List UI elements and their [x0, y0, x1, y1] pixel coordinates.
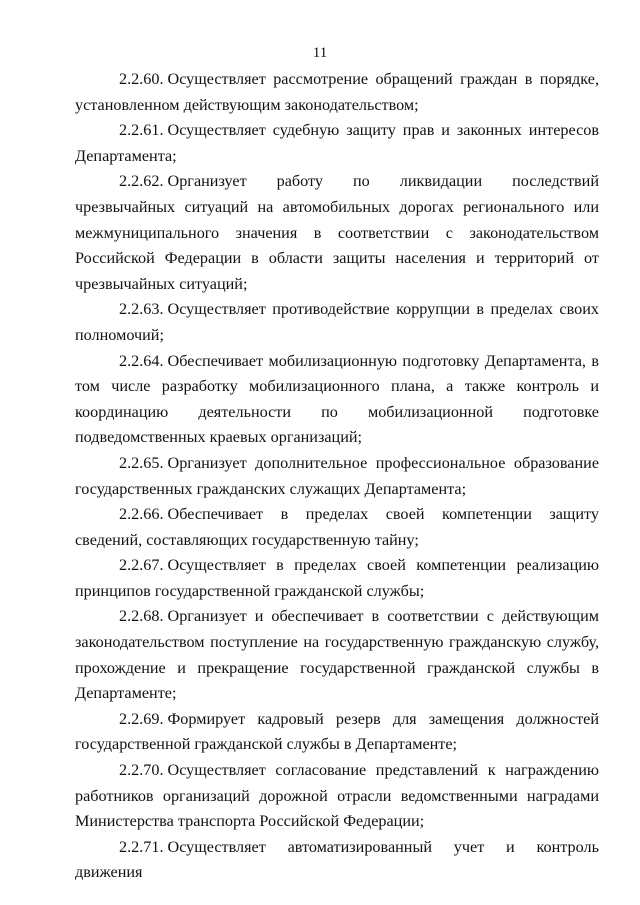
- clause-text: Организует и обеспечивает в соответствии с действующим законодательством поступление на государственную гражданскую службу, прохождение и прекращение государственной гражданской службы в Департаменте;: [75, 607, 599, 703]
- clause-text: Организует дополнительное профессиональное образование государственных гражданских служащих Департамента;: [75, 453, 599, 498]
- document-body: [75, 67, 599, 886]
- clause-2-2-63: [75, 297, 599, 348]
- clause-2-2-71: [75, 835, 599, 886]
- clause-2-2-64: [75, 349, 599, 451]
- clause-text: Осуществляет автоматизированный учет и контроль движения: [75, 837, 599, 882]
- clause-2-2-67: [75, 553, 599, 604]
- page-number: 11: [312, 45, 328, 61]
- clause-2-2-69: [75, 707, 599, 758]
- clause-text: Осуществляет рассмотрение обращений граждан в порядке, установленном действующим законодательством;: [75, 70, 599, 114]
- clause-text: Осуществляет в пределах своей компетенции реализацию принципов государственной гражданской службы;: [75, 556, 599, 600]
- clause-text: Обеспечивает в пределах своей компетенции защиту сведений, составляющих государственную тайну;: [75, 505, 599, 549]
- clause-text: Осуществляет противодействие коррупции в пределах своих полномочий;: [75, 300, 599, 344]
- clause-2-2-68: [75, 604, 599, 706]
- clause-number: 2.2.69.: [119, 709, 164, 728]
- clause-text: Обеспечивает мобилизационную подготовку Департамента, в том числе разработку мобилизационного плана, а также контроль и координацию деятельности по мобилизационной подготовке подведомственных краевых организаций;: [75, 351, 599, 447]
- clause-text: Организует работу по ликвидации последствий чрезвычайных ситуаций на автомобильных дорогах регионального или межмуниципального значения в соответствии с законодательством Российской Федерации в области защиты населения и территорий от чрезвычайных ситуаций;: [75, 172, 599, 293]
- clause-number: 2.2.68.: [119, 607, 164, 626]
- clause-2-2-62: [75, 169, 599, 297]
- clause-number: 2.2.65.: [119, 453, 164, 472]
- clause-2-2-60: [75, 67, 599, 118]
- clause-2-2-61: [75, 118, 599, 169]
- clause-2-2-70: [75, 758, 599, 835]
- clause-text: Формирует кадровый резерв для замещения должностей государственной гражданской службы в Департаменте;: [75, 709, 599, 754]
- clause-number: 2.2.63.: [119, 300, 164, 319]
- clause-2-2-65: [75, 451, 599, 502]
- clause-2-2-66: [75, 502, 599, 553]
- clause-text: Осуществляет согласование представлений к награждению работников организаций дорожной отрасли ведомственными наградами Министерства транспорта Российской Федерации;: [75, 761, 599, 831]
- clause-number: 2.2.64.: [119, 351, 164, 370]
- clause-number: 2.2.70.: [119, 761, 164, 780]
- clause-number: 2.2.62.: [119, 172, 164, 191]
- clause-number: 2.2.61.: [119, 121, 164, 140]
- clause-text: Осуществляет судебную защиту прав и законных интересов Департамента;: [75, 121, 599, 165]
- clause-number: 2.2.66.: [119, 505, 164, 524]
- clause-number: 2.2.60.: [119, 70, 164, 88]
- clause-number: 2.2.67.: [119, 556, 164, 575]
- clause-number: 2.2.71.: [119, 837, 164, 856]
